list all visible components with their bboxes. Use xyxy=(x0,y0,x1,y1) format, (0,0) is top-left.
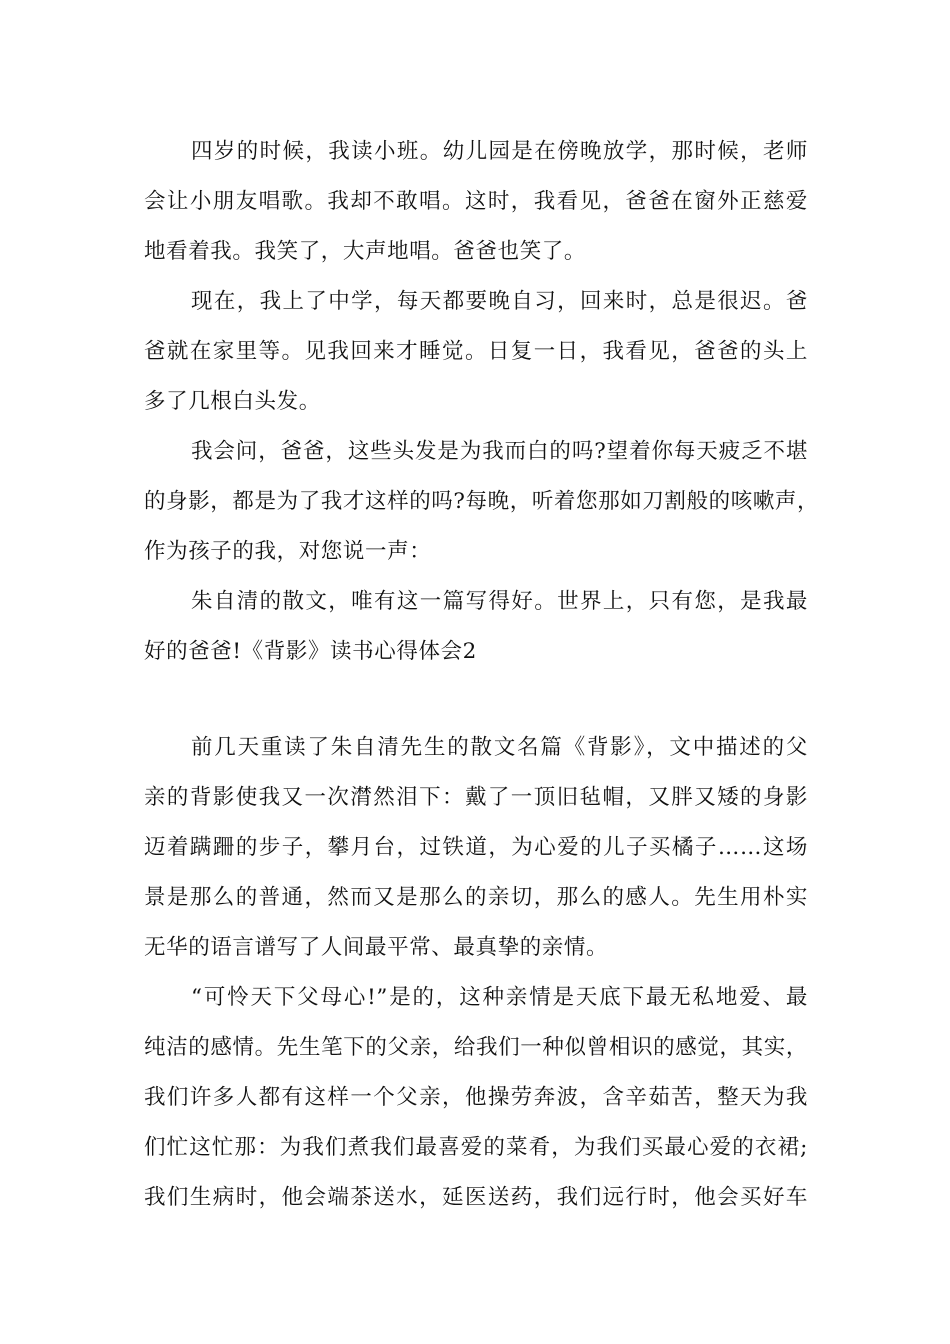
text-line: 我们许多人都有这样一个父亲，他操劳奔波，含辛茹苦，整天为我 xyxy=(144,1085,808,1110)
text-line: 的身影，都是为了我才这样的吗?每晚，听着您那如刀割般的咳嗽声， xyxy=(144,489,820,514)
text-line: 我们生病时，他会端茶送水，延医送药，我们远行时，他会买好车 xyxy=(144,1185,808,1210)
text-line: 地看着我。我笑了，大声地唱。爸爸也笑了。 xyxy=(144,239,587,264)
text-line: 我会问，爸爸，这些头发是为我而白的吗?望着你每天疲乏不堪 xyxy=(191,439,808,464)
text-line: 纯洁的感情。先生笔下的父亲，给我们一种似曾相识的感觉，其实， xyxy=(144,1035,808,1060)
text-line: 前几天重读了朱自清先生的散文名篇《背影》，文中描述的父 xyxy=(191,735,808,760)
text-line: 会让小朋友唱歌。我却不敢唱。这时，我看见，爸爸在窗外正慈爱 xyxy=(144,189,808,214)
text-line: 朱自清的散文，唯有这一篇写得好。世界上，只有您，是我最 xyxy=(191,589,808,614)
text-line: 景是那么的普通，然而又是那么的亲切，那么的感人。先生用朴实 xyxy=(144,885,808,910)
text-line: 亲的背影使我又一次潸然泪下：戴了一顶旧毡帽，又胖又矮的身影 xyxy=(144,785,808,810)
text-line: 多了几根白头发。 xyxy=(144,389,321,414)
text-line: 无华的语言谱写了人间最平常、最真挚的亲情。 xyxy=(144,935,609,960)
text-line: 们忙这忙那：为我们煮我们最喜爱的菜肴，为我们买最心爱的衣裙; xyxy=(144,1135,808,1160)
text-line: 迈着蹒跚的步子，攀月台，过铁道，为心爱的儿子买橘子……这场 xyxy=(144,835,808,860)
text-line: 四岁的时候，我读小班。幼儿园是在傍晚放学，那时候，老师 xyxy=(191,139,808,164)
text-line: “可怜天下父母心!”是的，这种亲情是天底下最无私地爱、最 xyxy=(191,985,808,1010)
text-line: 作为孩子的我，对您说一声： xyxy=(144,539,432,564)
heading-line: 好的爸爸!《背影》读书心得体会2 xyxy=(144,639,477,664)
text-line: 爸就在家里等。见我回来才睡觉。日复一日，我看见，爸爸的头上 xyxy=(144,339,808,364)
text-line: 现在，我上了中学，每天都要晚自习，回来时，总是很迟。爸 xyxy=(191,289,808,314)
